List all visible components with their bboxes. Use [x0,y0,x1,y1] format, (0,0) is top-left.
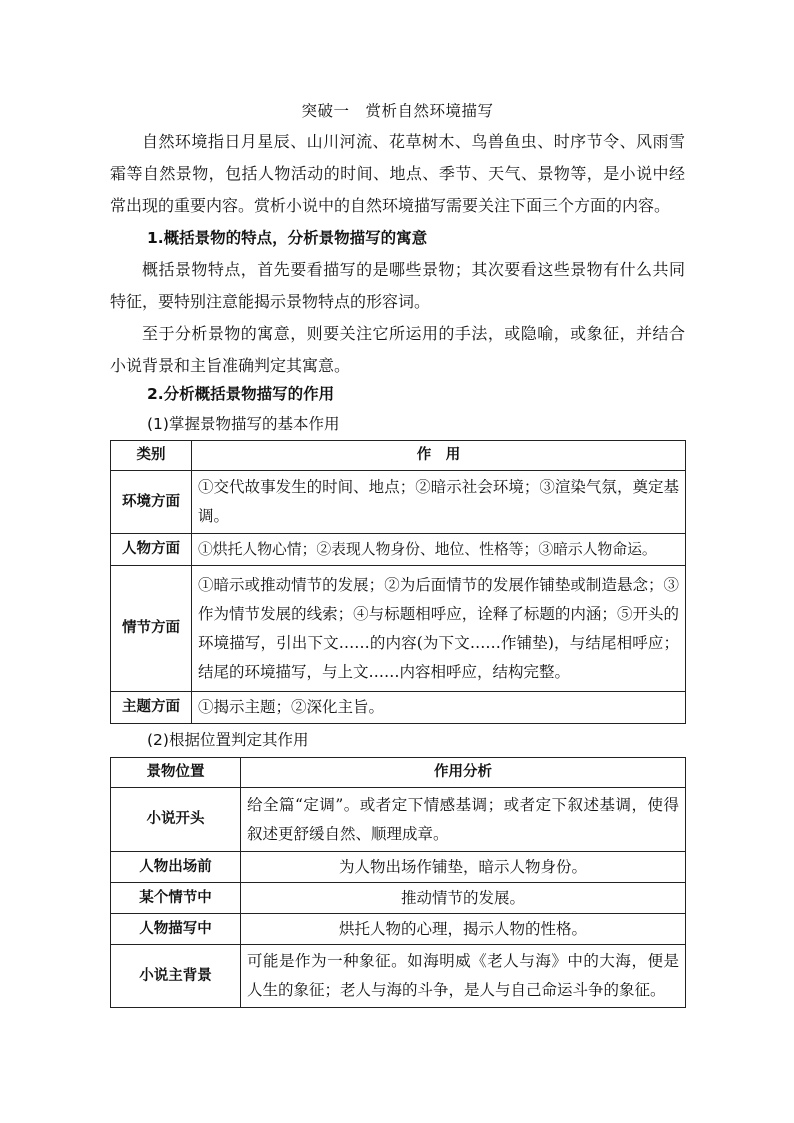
table-row [111,883,686,914]
row-content: 推动情节的发展。 [241,883,686,914]
table-header-row [111,758,686,788]
table-row [111,566,686,692]
row-label: 情节方面 [111,566,192,692]
position-function-table [110,757,686,1008]
heading-1: 1.概括景物的特点，分析景物描写的寓意 [147,229,428,247]
row-content: 给全篇“定调”。或者定下情感基调；或者定下叙述基调，使得叙述更舒缓自然、顺理成章。 [241,788,686,852]
row-content: 可能是作为一种象征。如海明威《老人与海》中的大海，便是人生的象征；老人与海的斗争，是人与自己命运斗争的象征。 [241,945,686,1008]
table-row [111,534,686,566]
table-row [111,788,686,852]
table-header-row [111,441,686,471]
subheading-1: (1)掌握景物描写的基本作用 [147,415,340,433]
row-content: ①揭示主题；②深化主旨。 [192,692,686,724]
row-content: ①烘托人物心情；②表现人物身份、地位、性格等；③暗示人物命运。 [192,534,686,566]
table-row [111,692,686,724]
column-header-category: 类别 [111,441,192,471]
heading-2: 2.分析概括景物描写的作用 [147,385,335,403]
row-label: 小说主背景 [111,945,241,1008]
row-label: 人物方面 [111,534,192,566]
section-title: 突破一 赏析自然环境描写 [301,102,494,120]
column-header-position: 景物位置 [111,758,241,788]
row-label: 主题方面 [111,692,192,724]
table-row [111,852,686,883]
table-row [111,471,686,534]
intro-paragraph: 自然环境指日月星辰、山川河流、花草树木、鸟兽鱼虫、时序节令、风雨雪霜等自然景物，包括人物活动的时间、地点、季节、天气、景物等，是小说中经常出现的重要内容。赏析小说中的自然环境描写需要关注下面三个方面的内容。 [110,132,685,215]
row-label: 某个情节中 [111,883,241,914]
section1-paragraph-1: 概括景物特点，首先要看描写的是哪些景物；其次要看这些景物有什么共同特征，要特别注意能揭示景物特点的形容词。 [110,260,685,311]
row-content: ①交代故事发生的时间、地点；②暗示社会环境；③渲染气氛，奠定基调。 [192,471,686,534]
table-row [111,945,686,1008]
subheading-2: (2)根据位置判定其作用 [147,731,309,749]
row-label: 人物描写中 [111,914,241,945]
section1-paragraph-2: 至于分析景物的寓意，则要关注它所运用的手法，或隐喻，或象征，并结合小说背景和主旨准确判定其寓意。 [110,324,685,375]
row-label: 环境方面 [111,471,192,534]
table-row [111,914,686,945]
row-label: 小说开头 [111,788,241,852]
column-header-function: 作 用 [192,441,686,471]
column-header-analysis: 作用分析 [241,758,686,788]
basic-function-table [110,440,686,724]
row-content: 为人物出场作铺垫，暗示人物身份。 [241,852,686,883]
row-content: ①暗示或推动情节的发展；②为后面情节的发展作铺垫或制造悬念；③作为情节发展的线索；④与标题相呼应，诠释了标题的内涵；⑤开头的环境描写，引出下文……的内容(为下文……作铺垫)，与结尾相呼应；结尾的环境描写，与上文……内容相呼应，结构完整。 [192,566,686,692]
row-label: 人物出场前 [111,852,241,883]
row-content: 烘托人物的心理，揭示人物的性格。 [241,914,686,945]
